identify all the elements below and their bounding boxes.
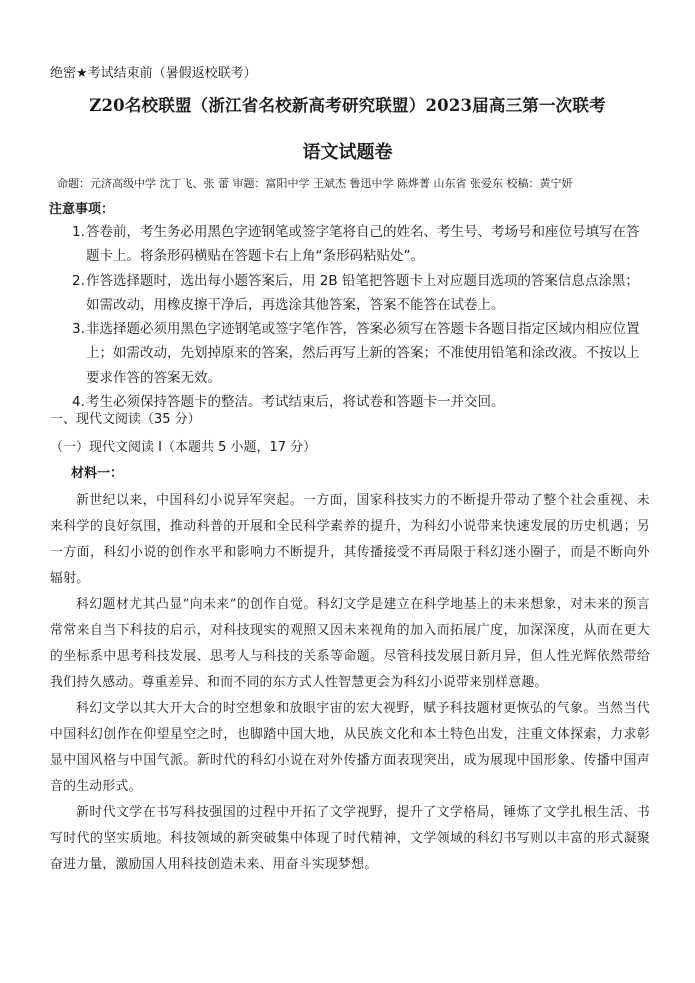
- notice-number: 2.: [72, 272, 85, 289]
- notice-list: [72, 220, 652, 414]
- notice-text: 作答选择题时，选出每小题答案后，用 2B 铅笔把答题卡上对应题目选项的答案信息点涂黑；如需改动，用橡皮擦干净后，再选涂其他答案，答案不能答在试卷上。: [86, 272, 639, 313]
- paper-title: 语文试题卷: [302, 142, 393, 163]
- notice-number: 3.: [72, 321, 85, 338]
- notice-number: 1.: [72, 224, 85, 240]
- notice-item: [72, 317, 652, 390]
- notice-title: 注意事项：: [49, 202, 115, 217]
- credits-line: 命题：元济高级中学 沈丁飞、张 蕾 审题：富阳中学 王斌杰 鲁迅中学 陈烨菁 山东省 张爱东 校稿：黄宁妍: [57, 177, 573, 190]
- subsection-heading: （一）现代文阅读 I（本题共 5 小题，17 分）: [50, 440, 317, 455]
- article-paragraph: 新世纪以来，中国科幻小说异军突起。一方面，国家科技实力的不断提升带动了整个社会重视、未来科学的良好氛围，推动科普的开展和全民科学素养的提升，为科幻小说带来快速发展的历史机遇；另一方面，科幻小说的创作水平和影响力不断提升，其传播接受不再局限于科幻迷小圈子，而是不断向外辐射。: [50, 493, 650, 586]
- notice-item: [72, 269, 652, 318]
- notice-item: [72, 220, 652, 269]
- article-paragraph: 科幻题材尤其凸显“向未来”的创作自觉。科幻文学是建立在科学地基上的未来想象，对未来的预言常常来自当下科技的启示，对科技现实的观照又因未来视角的加入而拓展广度，加深深度，从而在更大的坐标系中思考科技发展、思考人与科技的关系等命题。尽管科技发展日新月异，但人性光辉依然带给我们持久感动。尊重差异、和而不同的东方式人性智慧更会为科幻小说带来别样意趣。: [50, 597, 650, 690]
- notice-text: 考生必须保持答题卡的整洁。考试结束后，将试卷和答题卡一并交回。: [86, 394, 505, 411]
- article-paragraph: 科幻文学以其大开大合的时空想象和放眼宇宙的宏大视野，赋予科技题材更恢弘的气象。当然当代中国科幻创作在仰望星空之时，也脚踏中国大地，从民族文化和本土特色出发，注重文体探索，力求彰显中国风格与中国气派。新时代的科幻小说在对外传播方面表现突出，成为展现中国形象、传播中国声音的生动形式。: [50, 701, 650, 794]
- notice-number: 4.: [72, 394, 85, 411]
- exam-title: Z20名校联盟（浙江省名校新高考研究联盟）2023届高三第一次联考: [89, 96, 606, 115]
- section-heading: 一、现代文阅读（35 分）: [50, 412, 201, 427]
- confidential-line: 绝密★考试结束前（暑假返校联考）: [50, 66, 257, 81]
- article-body: [50, 488, 650, 878]
- material-label: 材料一：: [71, 466, 124, 481]
- article-paragraph: 新时代文学在书写科技强国的过程中开拓了文学视野，提升了文学格局，锤炼了文学扎根生活、书写时代的坚实质地。科技领域的新突破集中体现了时代精神，文学领域的科幻书写则以丰富的形式凝聚奋进力量，激励国人用科技创造未来、用奋斗实现梦想。: [50, 805, 650, 872]
- notice-text: 答卷前，考生务必用黑色字迹钢笔或签字笔将自己的姓名、考生号、考场号和座位号填写在答题卡上。将条形码横贴在答题卡右上角“条形码粘贴处”。: [86, 224, 640, 265]
- notice-text: 非选择题必须用黑色字迹钢笔或签字笔作答，答案必须写在答题卡各题目指定区域内相应位置上；如需改动，先划掉原来的答案，然后再写上新的答案；不准使用铅笔和涂改液。不按以上要求作答的答案无效。: [86, 321, 640, 386]
